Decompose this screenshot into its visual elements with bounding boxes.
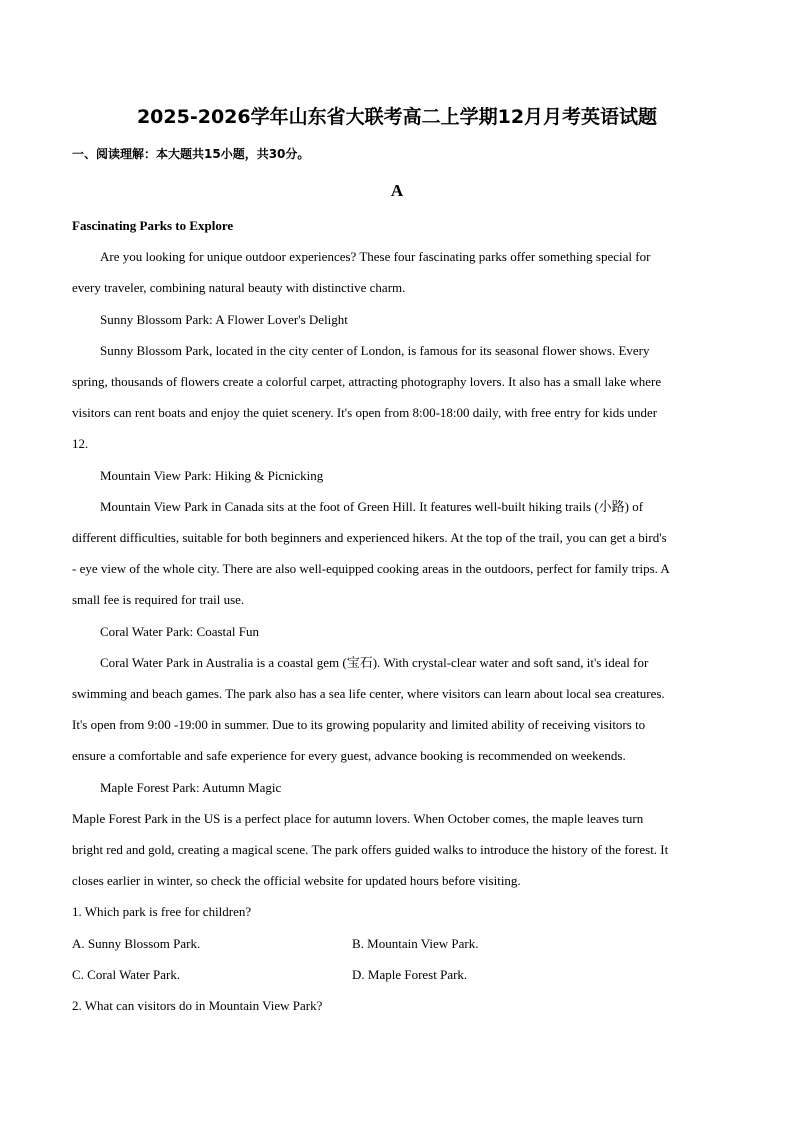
park-title: Mountain View Park: Hiking & Picnicking	[100, 468, 324, 483]
page-title: 2025-2026学年山东省大联考高二上学期12月月考英语试题	[136, 106, 658, 128]
park-text-line: swimming and beach games. The park also has a sea life center, where visitors can learn about local sea creatures.	[72, 686, 665, 701]
intro-line: Are you looking for unique outdoor experiences? These four fascinating parks offer something special for	[100, 249, 651, 264]
park-title: Maple Forest Park: Autumn Magic	[100, 780, 282, 795]
park-text-line: Coral Water Park in Australia is a coastal gem (宝石). With crystal-clear water and soft sand, it's ideal for	[100, 655, 649, 670]
passage-heading: Fascinating Parks to Explore	[72, 218, 234, 233]
park-text-line: 12.	[72, 436, 89, 451]
park-text-line: bright red and gold, creating a magical scene. The park offers guided walks to introduce the history of the forest. It	[72, 842, 669, 857]
park-text-line: Mountain View Park in Canada sits at the foot of Green Hill. It features well-built hiking trails (小路) of	[100, 499, 644, 514]
park-text-line: Sunny Blossom Park, located in the city center of London, is famous for its seasonal flower shows. Every	[100, 343, 650, 358]
park-text-line: spring, thousands of flowers create a colorful carpet, attracting photography lovers. It also has a small lake where	[72, 374, 662, 389]
answer-option[interactable]: B. Mountain View Park.	[352, 936, 479, 951]
park-text-line: small fee is required for trail use.	[72, 592, 245, 607]
answer-option[interactable]: D. Maple Forest Park.	[352, 967, 468, 982]
intro-line: every traveler, combining natural beauty with distinctive charm.	[72, 280, 406, 295]
park-text-line: - eye view of the whole city. There are also well-equipped cooking areas in the outdoors, perfect for family trips. A	[72, 561, 670, 576]
park-text-line: It's open from 9:00 -19:00 in summer. Due to its growing popularity and limited ability of receiving visitors to	[72, 717, 646, 732]
part-letter: A	[390, 181, 404, 200]
answer-option[interactable]: C. Coral Water Park.	[72, 967, 181, 982]
park-title: Sunny Blossom Park: A Flower Lover's Delight	[100, 312, 348, 327]
park-text-line: ensure a comfortable and safe experience for every guest, advance booking is recommended on weekends.	[72, 748, 626, 763]
question-stem: 2. What can visitors do in Mountain View Park?	[72, 998, 323, 1013]
question-stem: 1. Which park is free for children?	[72, 904, 252, 919]
park-text-line: different difficulties, suitable for both beginners and experienced hikers. At the top of the trail, you can get a bird's	[72, 530, 667, 545]
park-text-line: visitors can rent boats and enjoy the quiet scenery. It's open from 8:00-18:00 daily, with free entry for kids under	[72, 405, 658, 420]
park-title: Coral Water Park: Coastal Fun	[100, 624, 260, 639]
answer-option[interactable]: A. Sunny Blossom Park.	[72, 936, 201, 951]
park-text-line: Maple Forest Park in the US is a perfect place for autumn lovers. When October comes, the maple leaves turn	[72, 811, 644, 826]
park-text-line: closes earlier in winter, so check the official website for updated hours before visiting.	[72, 873, 521, 888]
section-header: 一、阅读理解：本大题共15小题，共30分。	[72, 147, 310, 161]
